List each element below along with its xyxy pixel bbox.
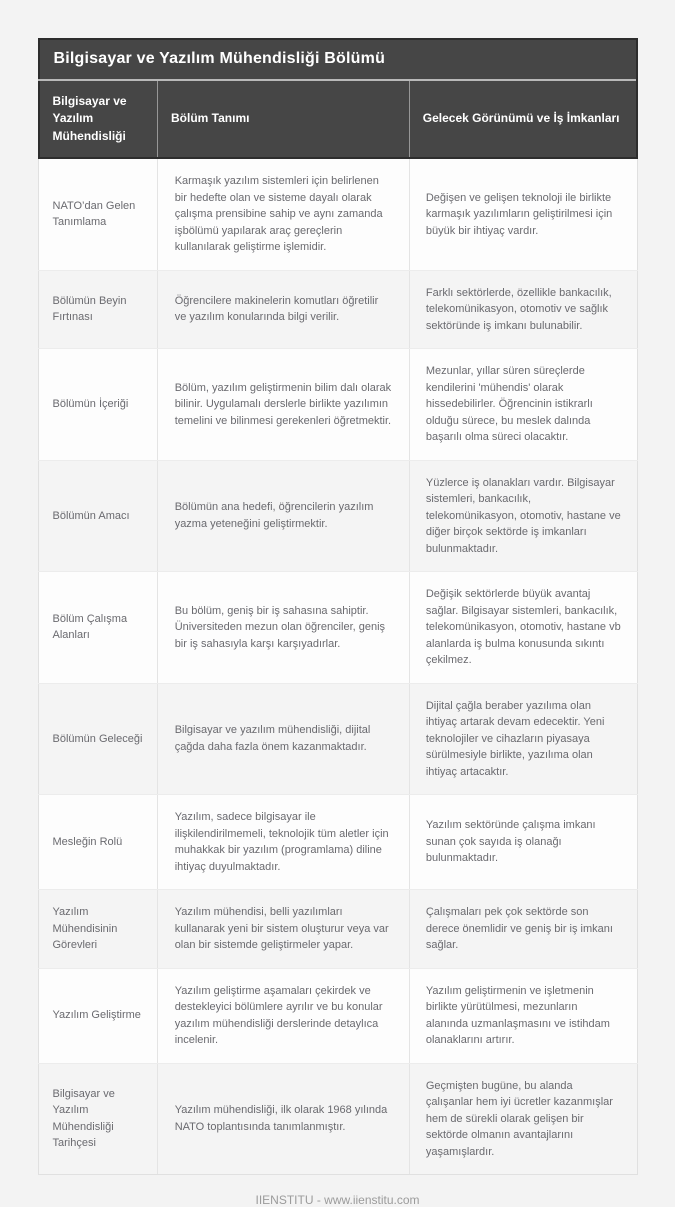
cell-future: Mezunlar, yıllar süren süreçlerde kendilerini 'mühendis' olarak hissedebilirler. Öğrencinin istikrarlı olduğu sürece, bu meslek dalında başarılı olma süreci olacaktır.: [409, 349, 637, 461]
cell-future: Geçmişten bugüne, bu alanda çalışanlar hem iyi ücretler kazanmışlar hem de sürekli olarak gelişen bir sektörde olmanın avantajlarını yaşamışlardır.: [409, 1063, 637, 1175]
header-cell-topic: Bilgisayar ve Yazılım Mühendisliği: [39, 80, 158, 158]
cell-topic: Bölüm Çalışma Alanları: [38, 572, 157, 684]
cell-future: Yazılım sektöründe çalışma imkanı sunan çok sayıda iş olanağı bulunmaktadır.: [409, 795, 637, 890]
cell-future: Yazılım geliştirmenin ve işletmenin birlikte yürütülmesi, mezunların alanında uzmanlaşmasını ve istihdam olanaklarını artırır.: [409, 968, 637, 1063]
cell-topic: Bölümün Amacı: [38, 460, 157, 572]
cell-future: Değişik sektörlerde büyük avantaj sağlar. Bilgisayar sistemleri, bankacılık, telekomünikasyon, otomotiv, hastane vb alanlarda iş bulma konusunda sıkıntı çekilmez.: [409, 572, 637, 684]
cell-topic: NATO’dan Gelen Tanımlama: [38, 159, 157, 270]
cell-description: Bölümün ana hedefi, öğrencilerin yazılım yazma yeteneğini geliştirmektir.: [157, 460, 409, 572]
table-row: [38, 460, 637, 572]
cell-future: Yüzlerce iş olanakları vardır. Bilgisayar sistemleri, bankacılık, telekomünikasyon, otomotiv, hastane ve diğer birçok sektörde iş imkanları bulunmaktadır.: [409, 460, 637, 572]
cell-description: Bilgisayar ve yazılım mühendisliği, dijital çağda daha fazla önem kazanmaktadır.: [157, 683, 409, 795]
table-row: [38, 890, 637, 969]
cell-future: Dijital çağla beraber yazılıma olan ihtiyaç artarak devam edecektir. Yeni teknolojiler ve cihazların piyasaya sürülmesiyle birlikte, yazılıma olan ihtiyaç artacaktır.: [409, 683, 637, 795]
table-row: [38, 159, 637, 270]
cell-description: Bölüm, yazılım geliştirmenin bilim dalı olarak bilinir. Uygulamalı derslerle birlikte yazılımın temelini ve bilinmesi gerekenleri öğretmektir.: [157, 349, 409, 461]
table-row: [38, 795, 637, 890]
footer-credit: IIENSTITU - www.iienstitu.com: [255, 1193, 420, 1207]
cell-description: Yazılım mühendisi, belli yazılımları kullanarak yeni bir sistem oluşturur veya var olan bir sistemde geliştirmeler yapar.: [157, 890, 409, 969]
table-row: [38, 1063, 637, 1175]
table-row: [38, 683, 637, 795]
cell-future: Çalışmaları pek çok sektörde son derece önemlidir ve geniş bir iş imkanı sağlar.: [409, 890, 637, 969]
page-title: Bilgisayar ve Yazılım Mühendisliği Bölümü: [38, 38, 638, 79]
cell-topic: Bölümün Beyin Fırtınası: [38, 270, 157, 349]
cell-description: Yazılım mühendisliği, ilk olarak 1968 yılında NATO toplantısında tanımlanmıştır.: [157, 1063, 409, 1175]
cell-description: Bu bölüm, geniş bir iş sahasına sahiptir. Üniversiteden mezun olan öğrenciler, geniş bir iş sahasıyla karşı karşıyadırlar.: [157, 572, 409, 684]
table-row: [38, 349, 637, 461]
cell-description: Yazılım geliştirme aşamaları çekirdek ve destekleyici bölümlere ayrılır ve bu konular yazılım mühendisliği derslerinde detaylıca incelenir.: [157, 968, 409, 1063]
department-info-card: [38, 38, 638, 1207]
cell-description: Öğrencilere makinelerin komutları öğretilir ve yazılım konularında bilgi verilir.: [157, 270, 409, 349]
cell-topic: Yazılım Mühendisinin Görevleri: [38, 890, 157, 969]
header-cell-description: Bölüm Tanımı: [158, 80, 410, 158]
cell-topic: Mesleğin Rolü: [38, 795, 157, 890]
cell-topic: Bölümün Geleceği: [38, 683, 157, 795]
cell-topic: Bölümün İçeriği: [38, 349, 157, 461]
table-header-row: [39, 80, 637, 158]
table-row: [38, 270, 637, 349]
table-header: [38, 79, 638, 159]
cell-topic: Bilgisayar ve Yazılım Mühendisliği Tarihçesi: [38, 1063, 157, 1175]
table-row: [38, 968, 637, 1063]
cell-future: Değişen ve gelişen teknoloji ile birlikte karmaşık yazılımların geliştirilmesi için büyük bir ihtiyaç vardır.: [409, 159, 637, 270]
header-cell-future: Gelecek Görünümü ve İş İmkanları: [409, 80, 636, 158]
cell-description: Yazılım, sadece bilgisayar ile ilişkilendirilmemeli, teknolojik tüm aletler için muhakkak bir yazılım (programlama) diline ihtiyaç duyulmaktadır.: [157, 795, 409, 890]
table-body: [38, 159, 638, 1175]
cell-description: Karmaşık yazılım sistemleri için belirlenen bir hedefte olan ve sisteme dayalı olarak çalışma prensibine sahip ve aynı zamanda işbölümü yapılarak araç gereçlerin kullanılarak geliştirme işlemidir.: [157, 159, 409, 270]
table-row: [38, 572, 637, 684]
cell-future: Farklı sektörlerde, özellikle bankacılık, telekomünikasyon, otomotiv ve sağlık sektöründe iş imkanı bulunabilir.: [409, 270, 637, 349]
department-table: [38, 79, 638, 1175]
cell-topic: Yazılım Geliştirme: [38, 968, 157, 1063]
